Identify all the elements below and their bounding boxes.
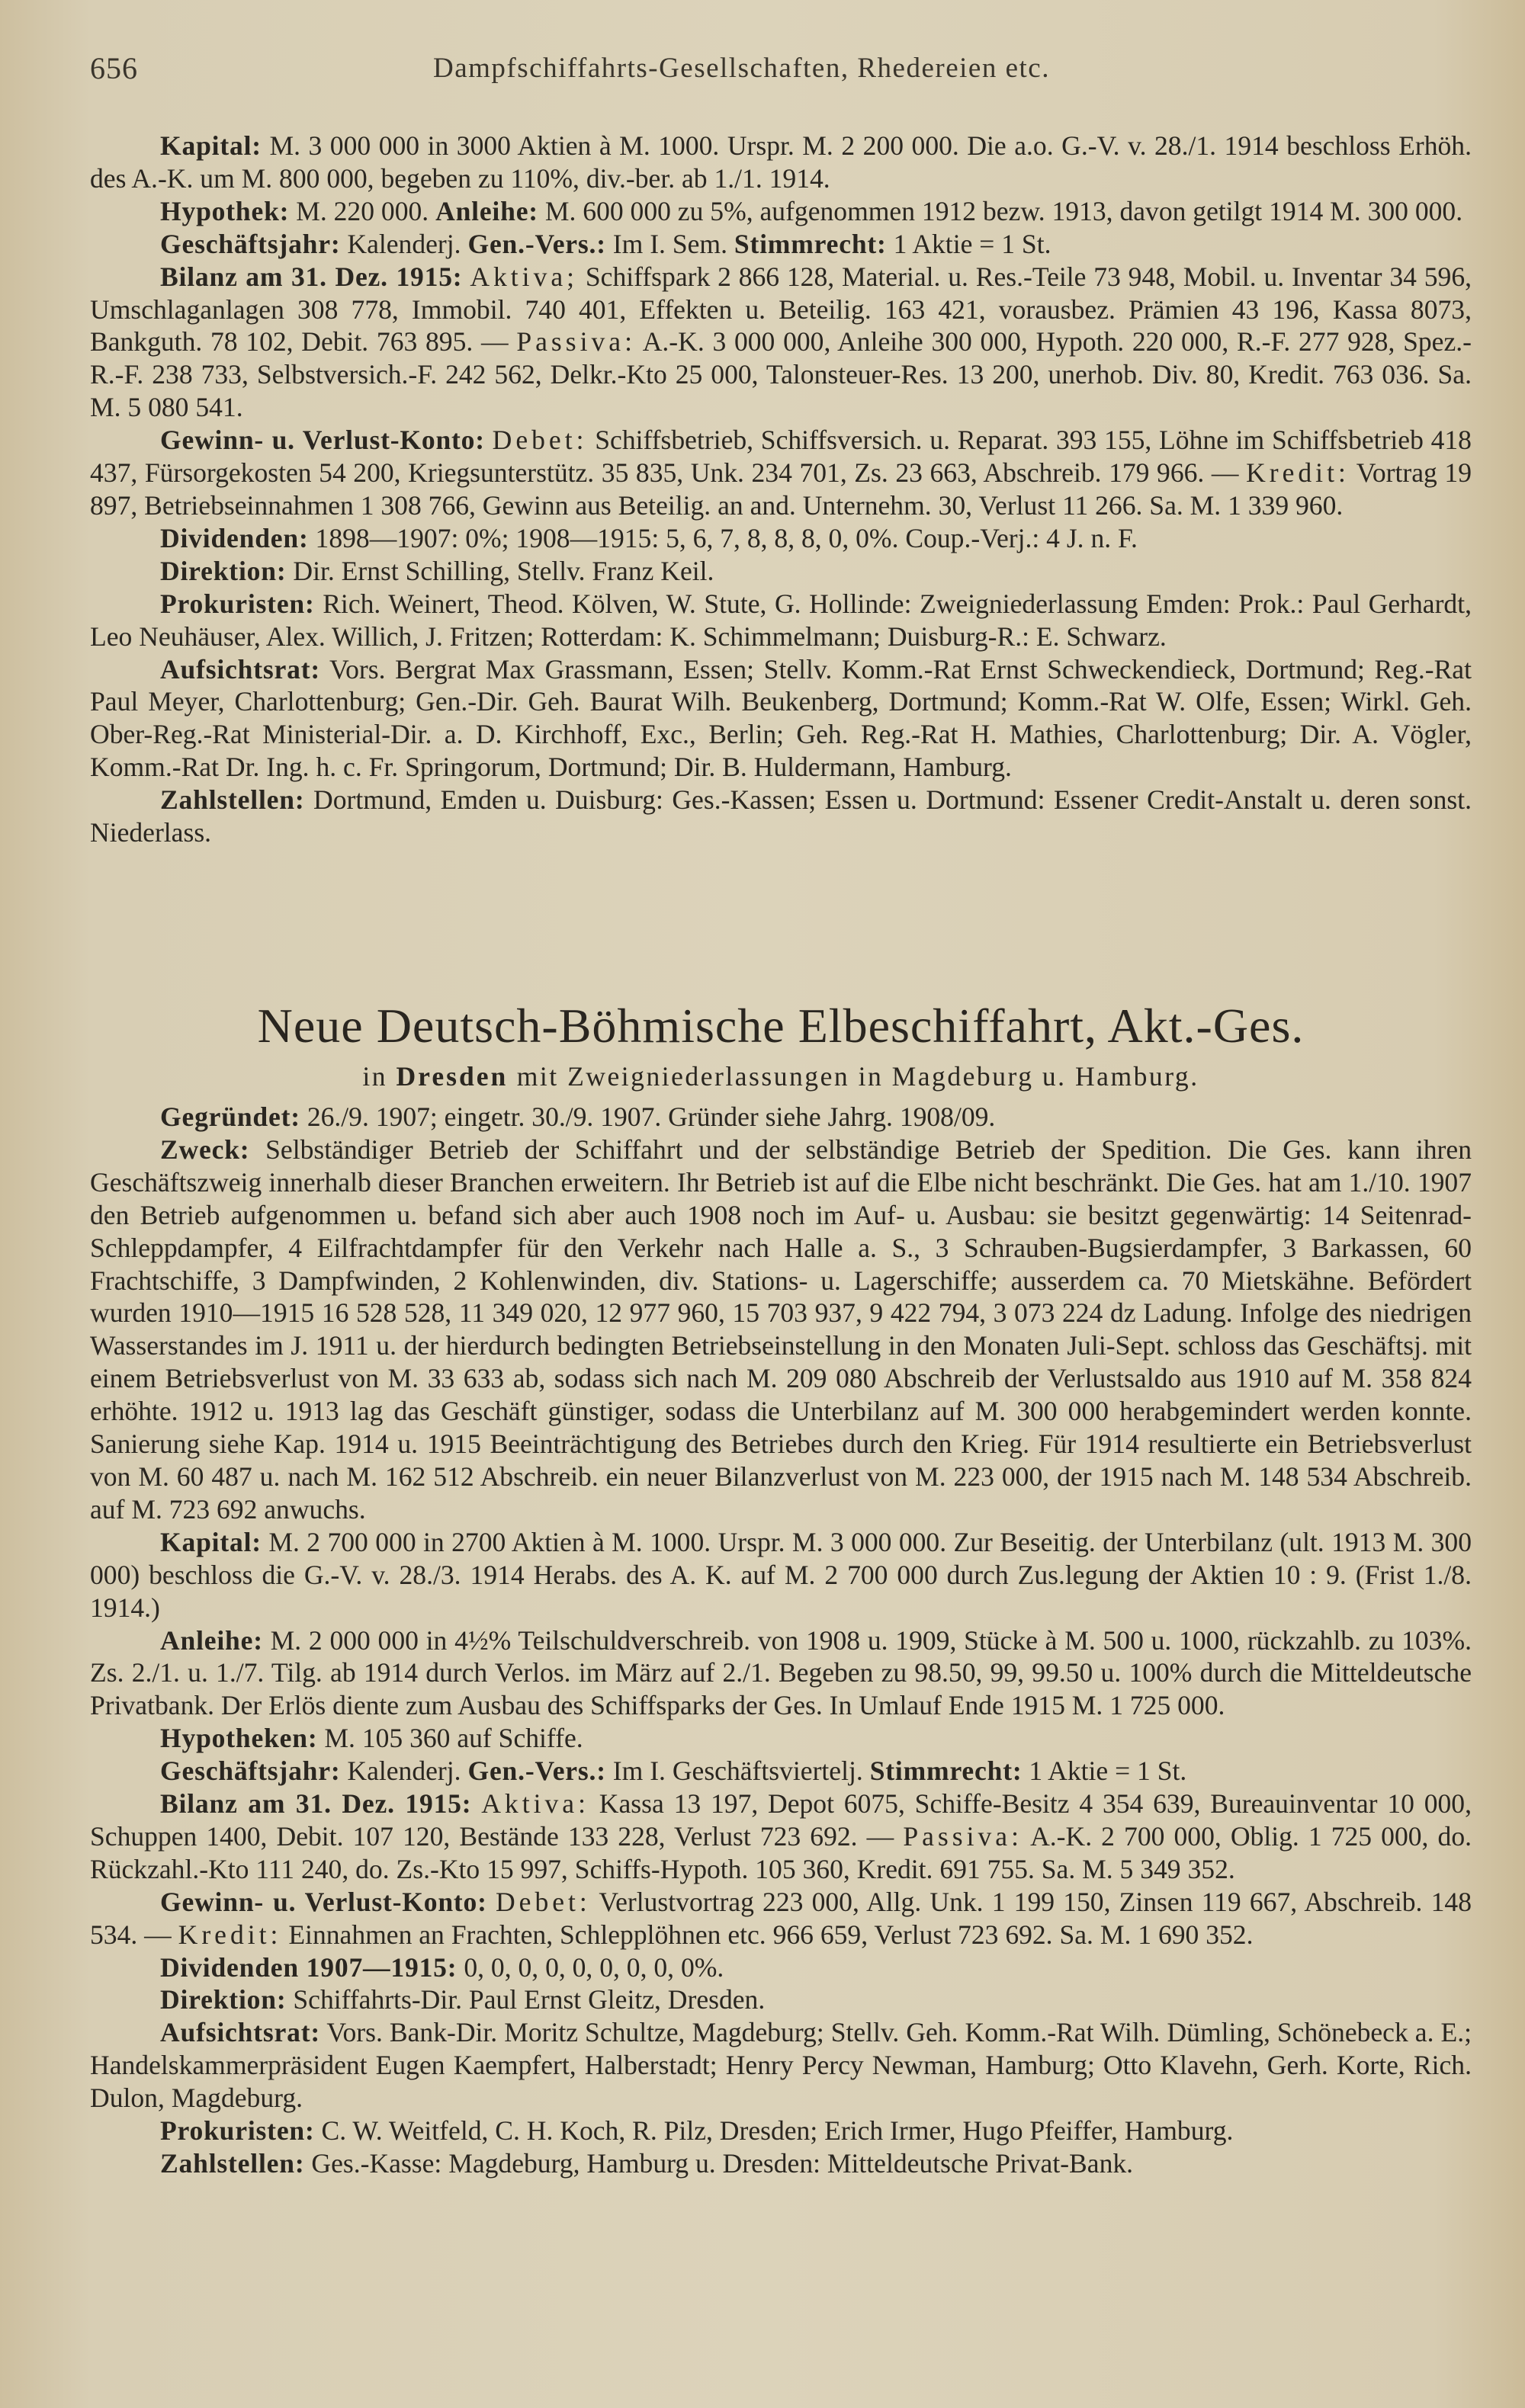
anleihe-paragraph-2 — [90, 1624, 1472, 1723]
kapital-paragraph-2 — [90, 1526, 1472, 1624]
company-title: Neue Deutsch-Böhmische Elbeschiffahrt, Akt.-Ges. — [257, 999, 1305, 1053]
stimmrecht-text-2: 1 Aktie = 1 St. — [1029, 1755, 1187, 1787]
zweck-paragraph — [90, 1133, 1472, 1526]
aktiva-word-2: Aktiva: — [481, 1788, 589, 1820]
direktion-text: Dir. Ernst Schilling, Stellv. Franz Keil. — [293, 555, 714, 586]
zahlstellen-label-2: Zahlstellen: — [160, 2148, 305, 2179]
debet-word: Debet: — [492, 425, 588, 456]
bilanz-aktiva: Schiffspark 2 866 128, Material. u. Res.-Teile 73 948, Mobil. u. Inventar 34 596, Umschlaganlagen 308 778, Immobil. 740 401, Effekten u. Beteilig. 163 421, vorausbez. Prämien 43 196, Kassa 8073, Bankguth. 78 102, Debit. 763 895. — — [90, 261, 1472, 358]
guv-paragraph — [90, 424, 1472, 522]
geschaeftsjahr-text: Kalenderj. — [347, 228, 461, 259]
gegruendet-label: Gegründet: — [160, 1101, 300, 1132]
geschaeftsjahr-text-2: Kalenderj. — [347, 1755, 461, 1787]
zahlstellen-text: Dortmund, Emden u. Duisburg: Ges.-Kassen; Essen u. Dortmund: Essener Credit-Anstalt u. deren sonst. Niederlass. — [90, 784, 1472, 848]
anleihe-label-2: Anleihe: — [160, 1624, 263, 1656]
dividenden-paragraph — [90, 522, 1472, 555]
zahlstellen-paragraph-2 — [90, 2147, 1472, 2180]
dividenden-label: Dividenden: — [160, 522, 309, 553]
subtitle-in: in — [362, 1061, 388, 1092]
hypotheken-text: M. 105 360 auf Schiffe. — [324, 1723, 583, 1754]
guv-kredit-2: Einnahmen an Frachten, Schlepplöhnen etc. 966 659, Verlust 723 692. Sa. M. 1 690 352. — [288, 1919, 1254, 1950]
passiva-word: Passiva: — [516, 326, 636, 358]
kapital-paragraph — [90, 130, 1472, 195]
hypothek-label: Hypothek: — [160, 195, 290, 226]
genvers-label: Gen.-Vers.: — [467, 228, 606, 259]
guv-kredit: Vortrag 19 897, Betriebseinnahmen 1 308 766, Gewinn aus Beteilig. an and. Unternehm. 30, Verlust 11 266. Sa. M. 1 339 960. — [90, 457, 1472, 521]
company-entry-1 — [90, 130, 1472, 849]
geschaeftsjahr-label: Geschäftsjahr: — [160, 228, 341, 259]
direktion-text-2: Schiffahrts-Dir. Paul Ernst Gleitz, Dresden. — [293, 1984, 766, 2015]
company-entry-2 — [90, 996, 1472, 2180]
prokuristen-text-2: C. W. Weitfeld, C. H. Koch, R. Pilz, Dresden; Erich Irmer, Hugo Pfeiffer, Hamburg. — [321, 2115, 1234, 2147]
bilanz-paragraph-2 — [90, 1788, 1472, 1886]
anleihe-label: Anleihe: — [435, 195, 538, 226]
genvers-text: Im I. Sem. — [612, 228, 727, 259]
hypotheken-paragraph — [90, 1722, 1472, 1755]
stimmrecht-text: 1 Aktie = 1 St. — [893, 228, 1051, 259]
aktiva-word: Aktiva; — [470, 261, 579, 292]
kapital-text-2: M. 2 700 000 in 2700 Aktien à M. 1000. Urspr. M. 3 000 000. Zur Beseitig. der Unterbilanz (ult. 1913 M. 300 000) beschloss die G.-V. v. 28./3. 1914 Herabs. des A. K. auf M. 2 700 000 durch Zus.legung der Aktien 10 : 9. (Frist 1./8. 1914.) — [90, 1526, 1472, 1623]
anleihe-text: M. 600 000 zu 5%, aufgenommen 1912 bezw. 1913, davon getilgt 1914 M. 300 000. — [544, 195, 1463, 226]
company-subtitle — [90, 1057, 1472, 1096]
direktion-paragraph — [90, 555, 1472, 588]
prokuristen-paragraph — [90, 588, 1472, 653]
kapital-text: M. 3 000 000 in 3000 Aktien à M. 1000. Urspr. M. 2 200 000. Die a.o. G.-V. v. 28./1. 1914 beschloss Erhöh. des A.-K. um M. 800 000, begeben zu 110%, div.-ber. ab 1./1. 1914. — [90, 130, 1472, 194]
aufsichtsrat-paragraph — [90, 653, 1472, 784]
zweck-text: Selbständiger Betrieb der Schiffahrt und der selbständige Betrieb der Spedition. Die Ges. kann ihren Geschäftszweig innerhalb dieser Branchen erweitern. Ihr Betrieb ist auf die Elbe nicht beschränkt. Die Ges. hat am 1./10. 1907 den Betrieb aufgenommen u. befand sich aber auch 1908 noch im Auf- u. Ausbau: sie besitzt gegenwärtig: 14 Seitenrad-Schleppdampfer, 4 Eilfrachtdampfer für den Verkehr nach Halle a. S., 3 Schrauben-Bugsierdampfer, 3 Barkassen, 60 Frachtschiffe, 3 Dampfwinden, 2 Kohlenwinden, div. Stations- u. Lagerschiffe; ausserdem ca. 70 Mietskähne. Befördert wurden 1910—1915 16 528 528, 11 349 020, 12 977 960, 15 703 937, 9 422 794, 3 073 224 dz Ladung. Infolge des niedrigen Wasserstandes im J. 1911 u. der hierdurch bedingten Betriebseinstellung in den Monaten Juli-Sept. schloss das Geschäftsj. mit einem Betriebsverlust von M. 33 633 ab, sodass sich nach M. 209 080 Abschreib der Verlustsaldo aus 1910 auf M. 358 824 erhöhte. 1912 u. 1913 lag das Geschäft günstiger, sodass die Unterbilanz auf M. 300 000 herabgemindert werden konnte. Sanierung siehe Kap. 1914 u. 1915 Beeinträchtigung des Betriebes durch den Krieg. Für 1914 resultierte ein Betriebsverlust von M. 60 487 u. nach M. 162 512 Abschreib. ein neuer Bilanzverlust von M. 223 000, der 1915 nach M. 148 534 Abschreib. auf M. 723 692 anwuchs. — [90, 1133, 1472, 1525]
bilanz-passiva-2: A.-K. 2 700 000, Oblig. 1 725 000, do. Rückzahl.-Kto 111 240, do. Zs.-Kto 15 997, Schiffs-Hypoth. 105 360, Kredit. 691 755. Sa. M. 5 349 352. — [90, 1820, 1472, 1884]
geschaeftsjahr-paragraph — [90, 228, 1472, 261]
dividenden-label-2: Dividenden 1907—1915: — [160, 1951, 458, 1983]
aufsichtsrat-label-2: Aufsichtsrat: — [160, 2017, 321, 2048]
bilanz-label-2: Bilanz am 31. Dez. 1915: — [160, 1788, 472, 1820]
aufsichtsrat-text: Vors. Bergrat Max Grassmann, Essen; Stellv. Komm.-Rat Ernst Schweckendieck, Dortmund; Reg.-Rat Paul Meyer, Charlottenburg; Gen.-Dir. Geh. Baurat Wilh. Beukenberg, Dortmund; Komm.-Rat W. Olfe, Essen; Wirkl. Geh. Ober-Reg.-Rat Ministerial-Dir. a. D. Kirchhoff, Exc., Berlin; Geh. Reg.-Rat H. Mathies, Charlottenburg; Dir. A. Vögler, Komm.-Rat Dr. Ing. h. c. Fr. Springorum, Dortmund; Dir. B. Huldermann, Hamburg. — [90, 653, 1472, 783]
aufsichtsrat-text-2: Vors. Bank-Dir. Moritz Schultze, Magdeburg; Stellv. Geh. Komm.-Rat Wilh. Dümling, Schönebeck a. E.; Handelskammerpräsident Eugen Kaempfert, Halberstadt; Henry Percy Newman, Hamburg; Otto Klavehn, Gerh. Korte, Rich. Dulon, Magdeburg. — [90, 2017, 1472, 2114]
prokuristen-label: Prokuristen: — [160, 588, 315, 619]
bilanz-passiva: A.-K. 3 000 000, Anleihe 300 000, Hypoth. 220 000, R.-F. 277 928, Spez.-R.-F. 238 733, Selbstversich.-F. 242 562, Delkr.-Kto 25 000, Talonsteuer-Res. 13 200, unerhob. Div. 80, Kredit. 763 036. Sa. M. 5 080 541. — [90, 326, 1472, 423]
geschaeftsjahr-paragraph-2 — [90, 1755, 1472, 1788]
running-title: Dampfschiffahrts-Gesellschaften, Rhedereien etc. — [433, 53, 1050, 84]
zahlstellen-label: Zahlstellen: — [160, 784, 305, 816]
dividenden-text-2: 0, 0, 0, 0, 0, 0, 0, 0, 0%. — [464, 1951, 724, 1983]
zahlstellen-text-2: Ges.-Kasse: Magdeburg, Hamburg u. Dresden: Mitteldeutsche Privat-Bank. — [311, 2148, 1134, 2179]
aufsichtsrat-label: Aufsichtsrat: — [160, 653, 321, 685]
stimmrecht-label-2: Stimmrecht: — [869, 1755, 1023, 1787]
geschaeftsjahr-label-2: Geschäftsjahr: — [160, 1755, 341, 1787]
dividenden-text: 1898—1907: 0%; 1908—1915: 5, 6, 7, 8, 8, 8, 0, 0%. Coup.-Verj.: 4 J. n. F. — [315, 522, 1138, 553]
bilanz-aktiva-2: Kassa 13 197, Depot 6075, Schiffe-Besitz 4 354 639, Bureauinventar 10 000, Schuppen 1400, Debit. 107 120, Bestände 133 228, Verlust 723 692. — — [90, 1788, 1472, 1852]
direktion-label: Direktion: — [160, 555, 287, 586]
kredit-word: Kredit: — [1246, 457, 1350, 489]
guv-label: Gewinn- u. Verlust-Konto: — [160, 425, 485, 456]
kapital-label: Kapital: — [160, 130, 262, 161]
prokuristen-paragraph-2 — [90, 2115, 1472, 2147]
bilanz-label: Bilanz am 31. Dez. 1915: — [160, 261, 463, 292]
bilanz-paragraph — [90, 261, 1472, 425]
subtitle-rest: mit Zweigniederlassungen in Magdeburg u. Hamburg. — [516, 1061, 1199, 1092]
page-number: 656 — [90, 51, 138, 85]
stimmrecht-label: Stimmrecht: — [734, 228, 887, 259]
debet-word-2: Debet: — [495, 1886, 591, 1917]
prokuristen-text: Rich. Weinert, Theod. Kölven, W. Stute, G. Hollinde: Zweigniederlassung Emden: Prok.: Paul Gerhardt, Leo Neuhäuser, Alex. Willich, J. Fritzen; Rotterdam: K. Schimmelmann; Duisburg-R.: E. Schwarz. — [90, 588, 1472, 652]
hypothek-text: M. 220 000. — [296, 195, 429, 226]
gegruendet-text: 26./9. 1907; eingetr. 30./9. 1907. Gründer siehe Jahrg. 1908/09. — [307, 1101, 996, 1132]
zahlstellen-paragraph — [90, 784, 1472, 849]
guv-paragraph-2 — [90, 1886, 1472, 1951]
guv-debet-2: Verlustvortrag 223 000, Allg. Unk. 1 199 150, Zinsen 119 667, Abschreib. 148 534. — — [90, 1886, 1472, 1950]
gegruendet-paragraph — [90, 1101, 1472, 1133]
hypothek-anleihe-paragraph — [90, 195, 1472, 228]
aufsichtsrat-paragraph-2 — [90, 2016, 1472, 2115]
genvers-label-2: Gen.-Vers.: — [467, 1755, 606, 1787]
guv-label-2: Gewinn- u. Verlust-Konto: — [160, 1886, 487, 1917]
anleihe-text-2: M. 2 000 000 in 4½% Teilschuldverschreib. von 1908 u. 1909, Stücke à M. 500 u. 1000, rückzahlb. zu 103%. Zs. 2./1. u. 1./7. Tilg. ab 1914 durch Verlos. im März auf 2./1. Begeben zu 98.50, 99, 99.50 u. 100% durch die Mitteldeutsche Privatbank. Der Erlös diente zum Ausbau des Schiffsparks der Ges. In Umlauf Ende 1915 M. 1 725 000. — [90, 1624, 1472, 1721]
zweck-label: Zweck: — [160, 1133, 250, 1165]
subtitle-city: Dresden — [396, 1061, 509, 1092]
direktion-label-2: Direktion: — [160, 1984, 287, 2015]
genvers-text-2: Im I. Geschäftsviertelj. — [612, 1755, 863, 1787]
dividenden-paragraph-2 — [90, 1951, 1472, 1984]
direktion-paragraph-2 — [90, 1983, 1472, 2016]
guv-debet: Schiffsbetrieb, Schiffsversich. u. Reparat. 393 155, Löhne im Schiffsbetrieb 418 437, Fürsorgekosten 54 200, Kriegsunterstütz. 35 835, Unk. 234 701, Zs. 23 663, Abschreib. 179 966. — — [90, 425, 1472, 489]
kapital-label-2: Kapital: — [160, 1526, 262, 1557]
kredit-word-2: Kredit: — [178, 1919, 282, 1950]
prokuristen-label-2: Prokuristen: — [160, 2115, 315, 2147]
passiva-word-2: Passiva: — [903, 1820, 1023, 1852]
hypotheken-label: Hypotheken: — [160, 1723, 318, 1754]
